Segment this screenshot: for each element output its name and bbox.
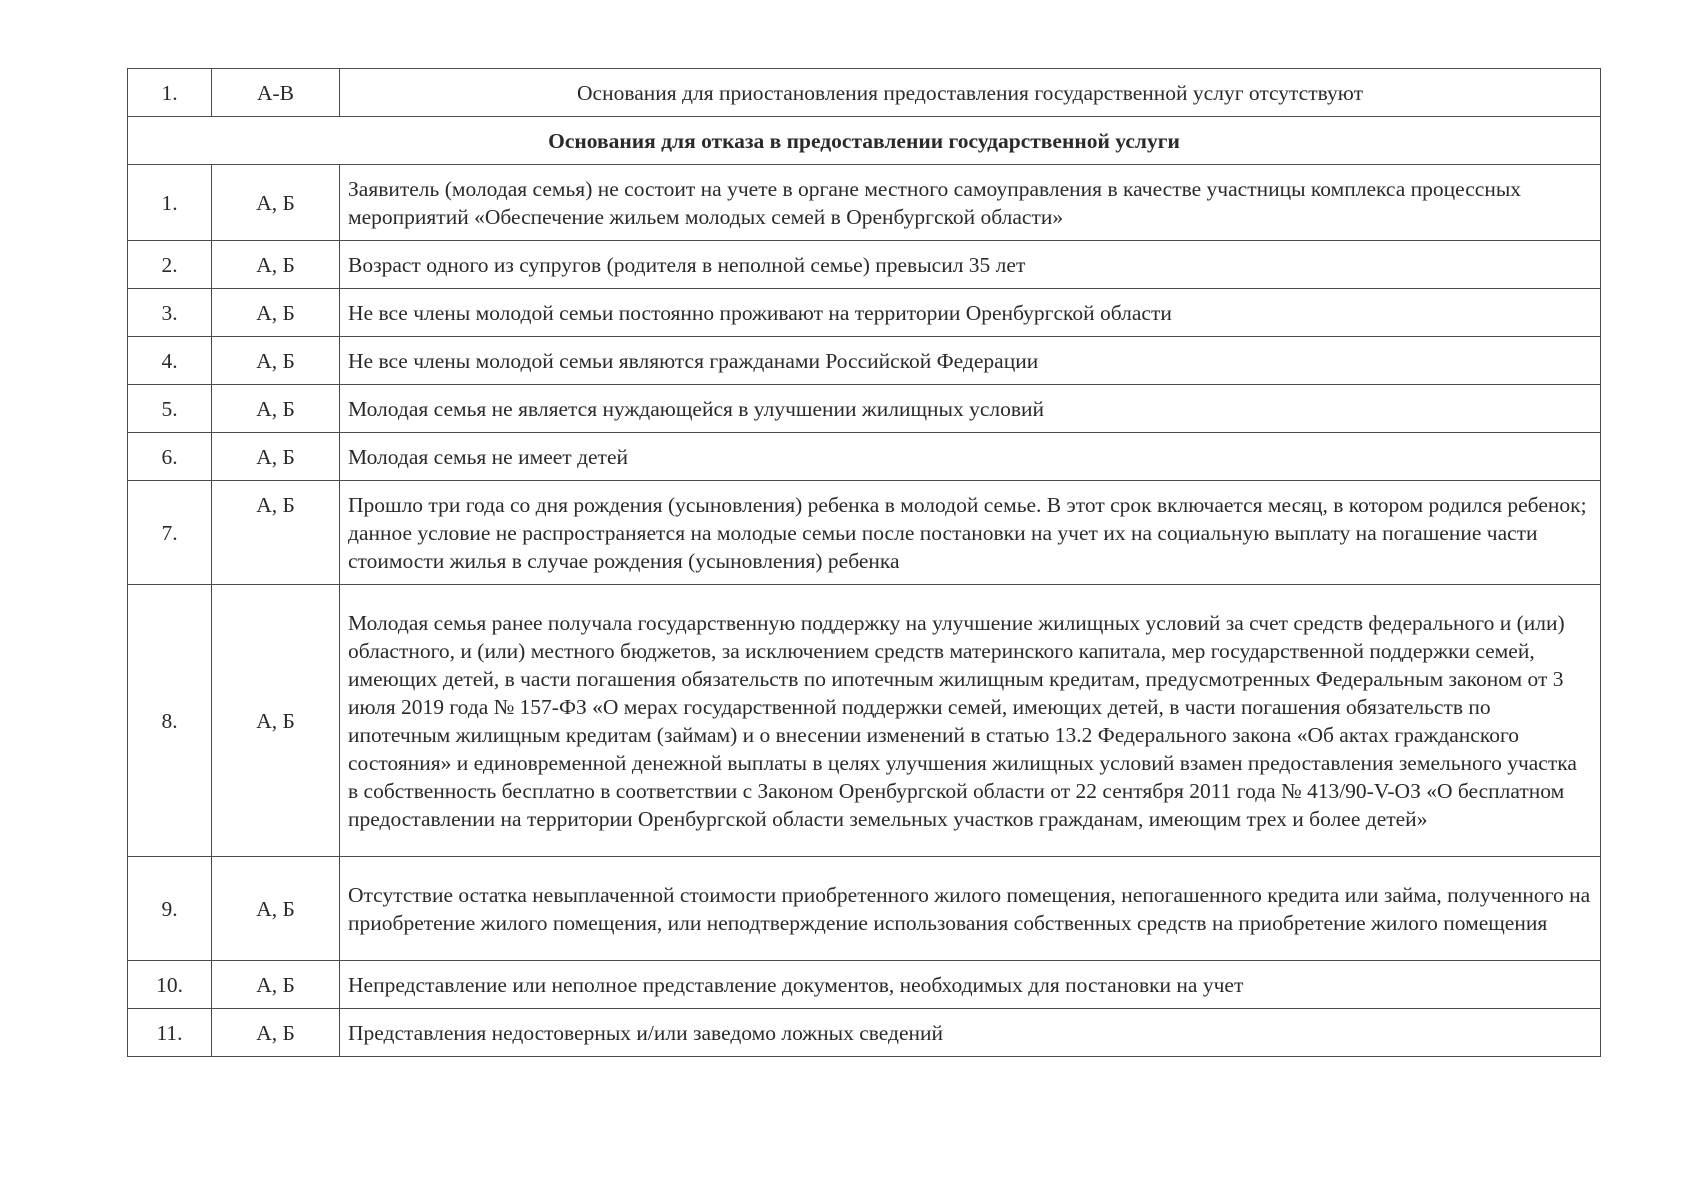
applicant-category: А, Б bbox=[212, 241, 340, 289]
table-row bbox=[128, 385, 1601, 433]
row-number: 9. bbox=[128, 857, 212, 961]
table-row bbox=[128, 241, 1601, 289]
applicant-category: А, Б bbox=[212, 289, 340, 337]
row-number: 6. bbox=[128, 433, 212, 481]
applicant-category: А, Б bbox=[212, 337, 340, 385]
applicant-category: А, Б bbox=[212, 585, 340, 857]
applicant-category: А, Б bbox=[212, 857, 340, 961]
refusal-ground-text: Заявитель (молодая семья) не состоит на учете в органе местного самоуправления в качестве участницы комплекса процессных мероприятий «Обеспечение жильем молодых семей в Оренбургской области» bbox=[340, 165, 1601, 241]
table-row bbox=[128, 961, 1601, 1009]
row-number: 8. bbox=[128, 585, 212, 857]
refusal-heading-row bbox=[128, 117, 1601, 165]
grounds-table bbox=[127, 68, 1601, 1057]
row-number: 7. bbox=[128, 481, 212, 585]
refusal-ground-text: Отсутствие остатка невыплаченной стоимости приобретенного жилого помещения, непогашенного кредита или займа, полученного на приобретение жилого помещения, или неподтверждение использования собственных средств на приобретение жилого помещения bbox=[340, 857, 1601, 961]
table-row bbox=[128, 433, 1601, 481]
table-row bbox=[128, 481, 1601, 585]
applicant-category: А-В bbox=[212, 69, 340, 117]
applicant-category: А, Б bbox=[212, 433, 340, 481]
applicant-category: А, Б bbox=[212, 385, 340, 433]
refusal-ground-text: Не все члены молодой семьи постоянно проживают на территории Оренбургской области bbox=[340, 289, 1601, 337]
applicant-category: А, Б bbox=[212, 481, 340, 585]
table-row bbox=[128, 857, 1601, 961]
table-row bbox=[128, 1009, 1601, 1057]
document-sheet bbox=[127, 68, 1600, 1057]
applicant-category: А, Б bbox=[212, 1009, 340, 1057]
row-number: 3. bbox=[128, 289, 212, 337]
applicant-category: А, Б bbox=[212, 165, 340, 241]
table-row bbox=[128, 165, 1601, 241]
row-number: 4. bbox=[128, 337, 212, 385]
refusal-ground-text: Не все члены молодой семьи являются гражданами Российской Федерации bbox=[340, 337, 1601, 385]
applicant-category: А, Б bbox=[212, 961, 340, 1009]
table-row bbox=[128, 337, 1601, 385]
refusal-ground-text: Непредставление или неполное представление документов, необходимых для постановки на учет bbox=[340, 961, 1601, 1009]
row-number: 10. bbox=[128, 961, 212, 1009]
refusal-ground-text: Молодая семья ранее получала государственную поддержку на улучшение жилищных условий за счет средств федерального и (или) областного, и (или) местного бюджетов, за исключением средств материнского капитала, мер государственной поддержки семей, имеющих детей, в части погашения обязательств по ипотечным жилищным кредитам, предусмотренных Федеральным законом от 3 июля 2019 года № 157-ФЗ «О мерах государственной поддержки семей, имеющих детей, в части погашения обязательств по ипотечным жилищным кредитам (займам) и о внесении изменений в статью 13.2 Федерального закона «Об актах гражданского состояния» и единовременной денежной выплаты в целях улучшения жилищных условий взамен предоставления земельного участка в собственность бесплатно в соответствии с Законом Оренбургской области от 22 сентября 2011 года № 413/90-V-ОЗ «О бесплатном предоставлении на территории Оренбургской области земельных участков гражданам, имеющим трех и более детей» bbox=[340, 585, 1601, 857]
row-number: 1. bbox=[128, 69, 212, 117]
refusal-heading: Основания для отказа в предоставлении государственной услуги bbox=[128, 117, 1601, 165]
refusal-ground-text: Представления недостоверных и/или заведомо ложных сведений bbox=[340, 1009, 1601, 1057]
suspension-text: Основания для приостановления предоставления государственной услуг отсутствуют bbox=[340, 69, 1601, 117]
refusal-ground-text: Молодая семья не имеет детей bbox=[340, 433, 1601, 481]
table-row bbox=[128, 289, 1601, 337]
table-row bbox=[128, 585, 1601, 857]
refusal-ground-text: Возраст одного из супругов (родителя в неполной семье) превысил 35 лет bbox=[340, 241, 1601, 289]
row-number: 2. bbox=[128, 241, 212, 289]
row-number: 1. bbox=[128, 165, 212, 241]
refusal-ground-text: Молодая семья не является нуждающейся в улучшении жилищных условий bbox=[340, 385, 1601, 433]
row-number: 11. bbox=[128, 1009, 212, 1057]
suspension-row bbox=[128, 69, 1601, 117]
row-number: 5. bbox=[128, 385, 212, 433]
refusal-ground-text: Прошло три года со дня рождения (усыновления) ребенка в молодой семье. В этот срок включается месяц, в котором родился ребенок; данное условие не распространяется на молодые семьи после постановки на учет их на социальную выплату на погашение части стоимости жилья в случае рождения (усыновления) ребенка bbox=[340, 481, 1601, 585]
